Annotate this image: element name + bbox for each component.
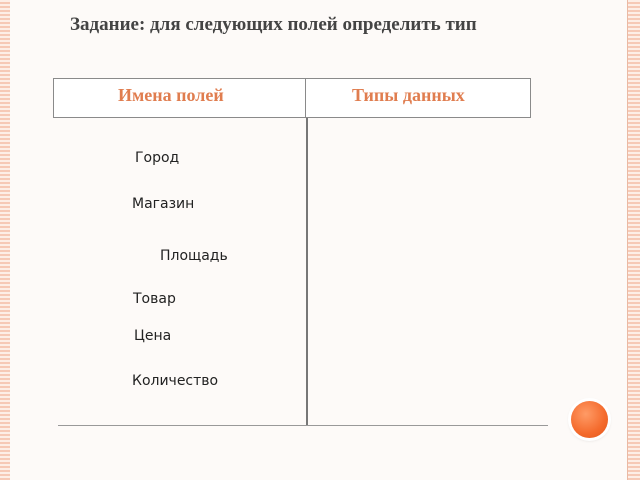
decorative-left-border [0, 0, 10, 480]
column-header-field-names: Имена полей [118, 85, 224, 105]
field-name-quantity: Количество [132, 373, 219, 389]
orange-circle-icon [571, 401, 608, 438]
field-name-product: Товар [133, 291, 176, 307]
column-header-data-types: Типы данных [352, 85, 465, 105]
table-bottom-line [58, 425, 548, 426]
field-name-store: Магазин [132, 196, 195, 212]
table-header-divider [305, 78, 306, 118]
field-name-area: Площадь [160, 248, 228, 264]
field-name-price: Цена [134, 328, 172, 344]
field-name-city: Город [135, 150, 180, 166]
slide-title: Задание: для следующих полей определить тип [70, 14, 477, 35]
column-divider [306, 118, 308, 426]
decorative-right-border [628, 0, 640, 480]
